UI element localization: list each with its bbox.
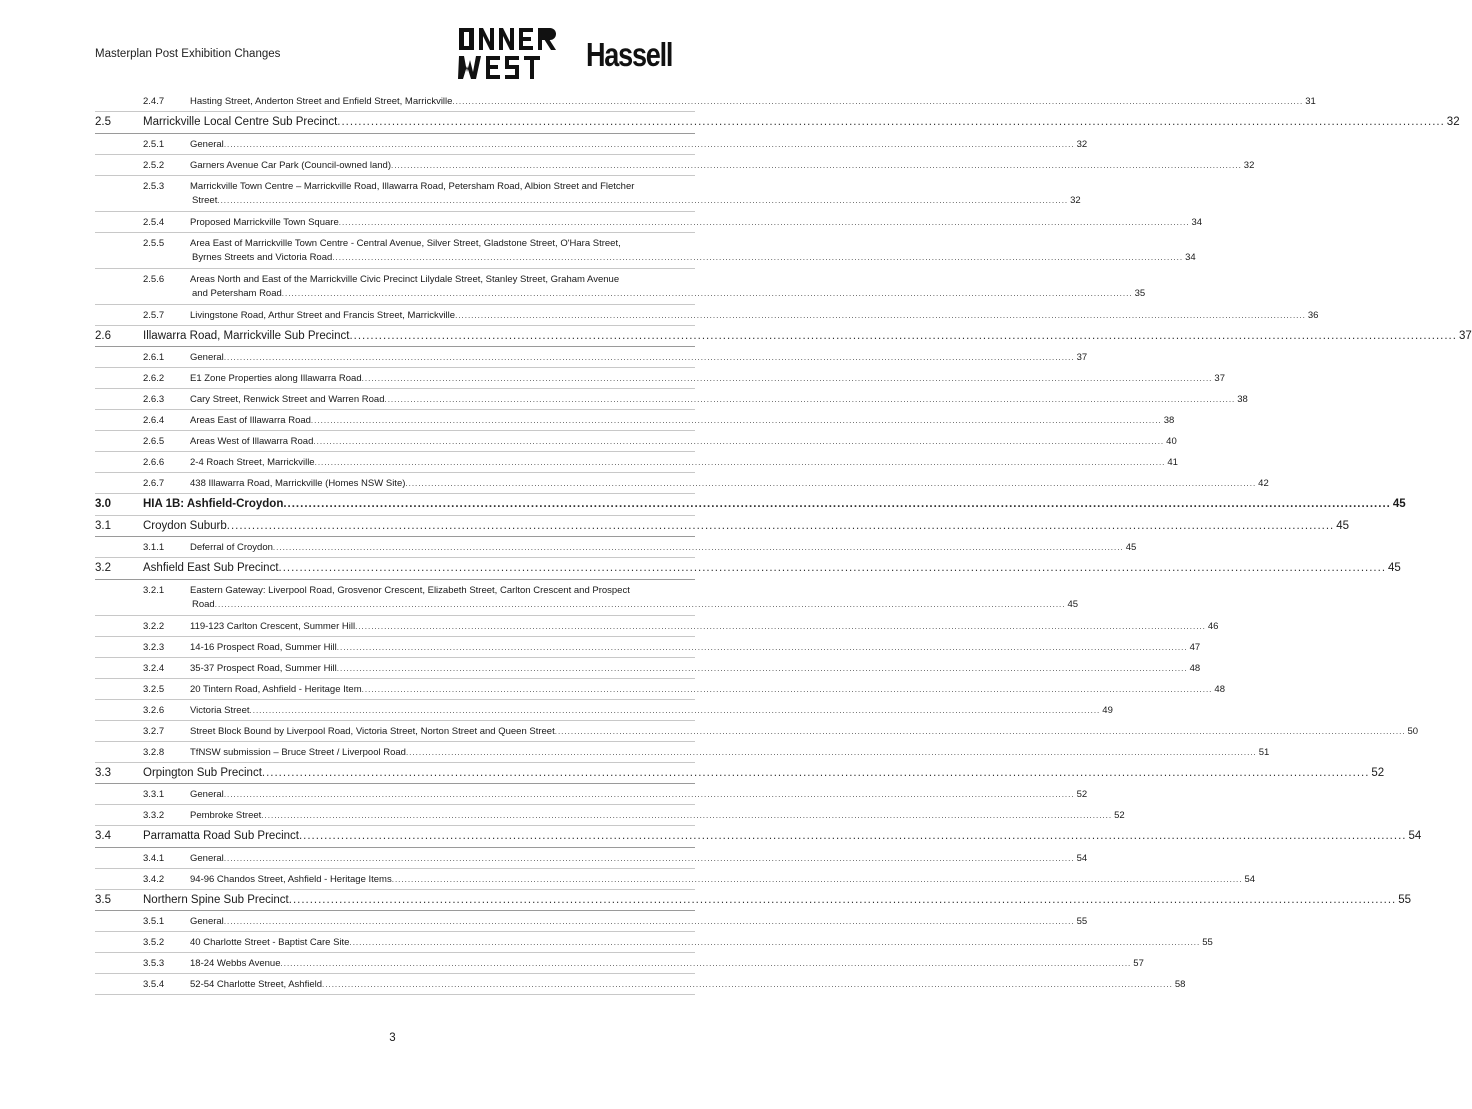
toc-entry-text (143, 116, 1460, 128)
toc-number: 3.2.6 (143, 704, 165, 716)
toc-entry-3-2-6[interactable] (95, 700, 1113, 721)
toc-entry-text (190, 958, 1144, 969)
toc-entry-text (190, 874, 1255, 885)
toc-entry-3-4-2[interactable] (95, 869, 1256, 890)
leader-dots (322, 980, 1173, 989)
toc-page: 48 (1214, 683, 1225, 695)
toc-page: 36 (1307, 309, 1319, 321)
toc-title: Area East of Marrickville Town Centre - Central Avenue, Silver Street, Gladstone Street, O'Hara Street, (190, 237, 621, 249)
toc-entry-3-2-4[interactable] (95, 658, 1201, 679)
toc-number: 3.3.1 (143, 789, 165, 800)
leader-dots (406, 748, 1257, 757)
toc-page: 32 (1070, 194, 1081, 206)
toc-entry-3-2-7[interactable] (95, 721, 1419, 742)
toc-page: 57 (1133, 958, 1144, 969)
toc-entry-text (143, 330, 1472, 342)
toc-entry-2-6-5[interactable] (95, 431, 1177, 452)
toc-number: 2.5.3 (143, 180, 165, 192)
toc-entry-2-5[interactable] (95, 112, 1460, 134)
toc-entry-text (190, 394, 1248, 405)
toc-page: 51 (1258, 746, 1270, 758)
toc-entry-2-5-2[interactable] (95, 155, 1255, 176)
toc-entry-3-5[interactable] (95, 890, 1412, 912)
toc-number: 2.5.1 (143, 138, 165, 150)
toc-entry-text (190, 181, 1081, 206)
toc-number: 3.5.4 (143, 979, 165, 990)
toc-entry-text (190, 663, 1200, 674)
toc-title: Garners Avenue Car Park (Council-owned land) (190, 159, 392, 171)
toc-page: 58 (1174, 979, 1186, 990)
toc-entry-2-6-3[interactable] (95, 389, 1248, 410)
toc-entry-text (143, 767, 1384, 779)
toc-page: 49 (1102, 704, 1113, 716)
toc-number: 3.3.2 (143, 810, 165, 821)
toc-number: 2.6.4 (143, 415, 165, 426)
toc-number: 3.2.1 (143, 584, 165, 596)
toc-title: 35-37 Prospect Road, Summer Hill (190, 662, 337, 674)
toc-entry-text (190, 217, 1202, 228)
toc-title: Areas North and East of the Marrickville Civic Precinct Lilydale Street, Stanley Street, Graham Avenue (190, 273, 620, 285)
toc-title: General (190, 916, 224, 927)
toc-number: 2.5 (95, 116, 111, 128)
toc-number: 2.6.1 (143, 352, 165, 363)
toc-entry-text (143, 830, 1421, 842)
toc-number: 2.6.5 (143, 436, 165, 447)
toc-entry-3-4[interactable] (95, 826, 1422, 848)
toc-number: 2.6.6 (143, 457, 165, 468)
toc-number: 2.5.2 (143, 159, 165, 171)
toc-title: 2-4 Roach Street, Marrickville (190, 457, 315, 468)
leader-dots (224, 353, 1075, 362)
leader-dots (555, 727, 1406, 736)
hassell-logo: Hassell (586, 36, 673, 73)
inner-west-logo (458, 27, 558, 81)
leader-dots (283, 498, 1391, 510)
toc-page: 55 (1076, 916, 1088, 927)
leader-dots (227, 520, 1335, 532)
toc-entry-text (190, 853, 1087, 864)
toc-number: 3.0 (95, 498, 111, 510)
toc-entry-text (190, 642, 1200, 653)
leader-dots (224, 917, 1075, 926)
toc-page: 55 (1398, 893, 1412, 906)
toc-entry-3-4-1[interactable] (95, 848, 1088, 869)
leader-dots (262, 767, 1370, 779)
toc-title: General (190, 852, 224, 864)
toc-page: 38 (1237, 394, 1248, 405)
toc-entry-3-2-2[interactable] (95, 616, 1219, 637)
toc-title: Pembroke Street (190, 810, 262, 821)
toc-title: General (190, 138, 224, 150)
leader-dots (337, 643, 1188, 652)
leader-dots (332, 253, 1183, 262)
toc-number: 3.4.2 (143, 873, 165, 885)
leader-dots (315, 458, 1166, 467)
toc-page: 32 (1076, 138, 1088, 150)
toc-page: 54 (1408, 830, 1422, 842)
toc-page: 34 (1191, 216, 1203, 228)
toc-title: Areas East of Illawarra Road (190, 415, 311, 426)
leader-dots (224, 854, 1075, 863)
toc-title: HIA 1B: Ashfield-Croydon (143, 498, 284, 510)
toc-page: 45 (1067, 598, 1079, 610)
leader-dots (282, 289, 1133, 298)
toc-page: 46 (1207, 620, 1219, 632)
toc-title: Deferral of Croydon (190, 542, 273, 553)
toc-entry-text (190, 916, 1087, 927)
toc-entry-text (143, 894, 1411, 906)
toc-number: 3.4.1 (143, 852, 165, 864)
leader-dots (391, 161, 1242, 170)
toc-title: Illawarra Road, Marrickville Sub Precinct (143, 329, 350, 342)
leader-dots (224, 790, 1075, 799)
toc-title: 52-54 Charlotte Street, Ashfield (190, 979, 323, 990)
table-of-contents (95, 91, 1472, 995)
toc-number: 2.4.7 (143, 96, 165, 107)
toc-title: 40 Charlotte Street - Baptist Care Site (190, 937, 350, 948)
toc-entry-text (190, 937, 1213, 948)
toc-page: 52 (1371, 766, 1385, 779)
toc-page: 45 (1388, 562, 1401, 574)
toc-entry-3-5-4[interactable] (95, 974, 1186, 995)
leader-dots (392, 875, 1243, 884)
toc-page: 52 (1076, 789, 1088, 800)
toc-entry-2-6-4[interactable] (95, 410, 1175, 431)
toc-entry-2-5-6[interactable] (95, 269, 1146, 305)
toc-entry-2-5-4[interactable] (95, 212, 1203, 233)
leader-dots (313, 437, 1164, 446)
toc-number: 2.5.5 (143, 237, 165, 249)
toc-page: 45 (1336, 519, 1350, 532)
toc-title: Livingstone Road, Arthur Street and Francis Street, Marrickville (190, 309, 456, 321)
toc-number: 3.2 (95, 562, 111, 574)
toc-page: 47 (1189, 641, 1201, 653)
toc-page: 31 (1305, 96, 1316, 107)
toc-entry-text (190, 789, 1087, 800)
toc-entry-text (190, 373, 1225, 384)
toc-title: Street Block Bound by Liverpool Road, Victoria Street, Norton Street and Queen Street (190, 725, 555, 737)
toc-page: 37 (1458, 329, 1472, 342)
toc-page: 37 (1076, 352, 1088, 363)
toc-title: Orpington Sub Precinct (143, 766, 262, 779)
toc-entry-text (190, 274, 1145, 299)
leader-dots (311, 416, 1162, 425)
toc-title: Proposed Marrickville Town Square (190, 216, 339, 228)
toc-title: General (190, 789, 224, 800)
toc-title: 14-16 Prospect Road, Summer Hill (190, 641, 337, 653)
toc-title: Areas West of Illawarra Road (190, 436, 314, 447)
toc-page: 42 (1258, 478, 1269, 489)
toc-entry-text (190, 705, 1113, 716)
toc-title: Cary Street, Renwick Street and Warren Road (190, 394, 385, 405)
toc-entry-text (190, 238, 1196, 263)
toc-entry-text (190, 684, 1225, 695)
toc-entry-text (190, 726, 1418, 737)
toc-title-continued: Byrnes Streets and Victoria Road (192, 251, 333, 263)
toc-entry-text (143, 562, 1401, 574)
toc-page: 32 (1446, 116, 1460, 128)
toc-entry-text (190, 436, 1177, 447)
toc-title: Parramatta Road Sub Precinct (143, 830, 299, 842)
toc-number: 3.2.7 (143, 725, 165, 737)
toc-title: Marrickville Local Centre Sub Precinct (143, 116, 338, 128)
toc-page: 48 (1189, 662, 1201, 674)
toc-title: General (190, 352, 224, 363)
toc-title: Croydon Suburb (143, 519, 227, 532)
leader-dots (224, 140, 1075, 149)
toc-number: 3.1.1 (143, 542, 165, 553)
toc-entry-text (190, 621, 1218, 632)
toc-number: 3.2.5 (143, 683, 165, 695)
toc-number: 2.6.7 (143, 478, 165, 489)
toc-number: 2.5.6 (143, 273, 165, 285)
toc-title: TfNSW submission – Bruce Street / Liverpool Road (190, 746, 406, 758)
toc-entry-text (190, 457, 1178, 468)
toc-number: 2.5.7 (143, 309, 165, 321)
toc-entry-2-5-7[interactable] (95, 305, 1319, 326)
toc-entry-3-5-2[interactable] (95, 932, 1213, 953)
toc-page: 45 (1125, 542, 1137, 553)
toc-number: 3.5.3 (143, 958, 165, 969)
toc-number: 2.6 (95, 329, 111, 342)
toc-entry-3-0[interactable] (95, 494, 1406, 516)
toc-title: Marrickville Town Centre – Marrickville Road, Illawarra Road, Petersham Road, Albion Street and Fletcher (190, 180, 635, 192)
toc-entry-3-5-1[interactable] (95, 911, 1088, 932)
toc-entry-text (190, 415, 1174, 426)
page-number: 3 (389, 1032, 396, 1044)
toc-page: 50 (1407, 725, 1419, 737)
leader-dots (337, 664, 1188, 673)
toc-number: 3.5.2 (143, 937, 165, 948)
toc-entry-text (190, 979, 1185, 990)
toc-entry-3-2-8[interactable] (95, 742, 1270, 763)
toc-number: 3.2.2 (143, 620, 165, 632)
leader-dots (349, 938, 1200, 947)
toc-entry-text (190, 810, 1125, 821)
toc-title: Ashfield East Sub Precinct (143, 562, 279, 574)
toc-title: 18-24 Webbs Avenue (190, 958, 281, 969)
toc-title: Hasting Street, Anderton Street and Enfield Street, Marrickville (190, 96, 453, 107)
toc-title: 20 Tintern Road, Ashfield - Heritage Item (190, 683, 362, 695)
toc-number: 3.2.8 (143, 746, 165, 758)
toc-page: 55 (1202, 937, 1213, 948)
toc-entry-2-6-2[interactable] (95, 368, 1225, 389)
toc-page: 52 (1114, 810, 1125, 821)
toc-entry-3-1-1[interactable] (95, 537, 1137, 558)
toc-number: 3.5.1 (143, 916, 165, 927)
toc-entry-2-6-1[interactable] (95, 347, 1088, 368)
toc-entry-3-3[interactable] (95, 763, 1385, 785)
toc-entry-text (190, 160, 1254, 171)
toc-page: 45 (1392, 498, 1406, 510)
toc-page: 54 (1076, 852, 1088, 864)
toc-title: Eastern Gateway: Liverpool Road, Grosvenor Crescent, Elizabeth Street, Carlton Crescent and Prospect (190, 584, 630, 596)
toc-number: 2.6.3 (143, 394, 165, 405)
toc-entry-text (190, 478, 1269, 489)
toc-title: 438 Illawarra Road, Marrickville (Homes NSW Site) (190, 478, 406, 489)
leader-dots (362, 685, 1213, 694)
leader-dots (405, 479, 1256, 488)
toc-page: 40 (1166, 436, 1177, 447)
leader-dots (455, 311, 1306, 320)
toc-entry-text (143, 520, 1349, 532)
toc-entry-text (190, 585, 1078, 610)
leader-dots (362, 374, 1213, 383)
leader-dots (289, 894, 1397, 906)
toc-title: 94-96 Chandos Street, Ashfield - Heritage Items (190, 873, 392, 885)
toc-entry-3-1[interactable] (95, 516, 1350, 538)
toc-number: 3.3 (95, 766, 111, 779)
toc-title: E1 Zone Properties along Illawarra Road (190, 373, 362, 384)
toc-title: 119-123 Carlton Crescent, Summer Hill (190, 620, 356, 632)
toc-entry-3-5-3[interactable] (95, 953, 1144, 974)
toc-entry-3-3-1[interactable] (95, 784, 1088, 805)
toc-number: 3.5 (95, 893, 111, 906)
toc-entry-3-2-3[interactable] (95, 637, 1201, 658)
toc-title: Victoria Street (190, 704, 250, 716)
toc-page: 32 (1243, 159, 1255, 171)
toc-entry-text (190, 352, 1087, 363)
leader-dots (337, 116, 1445, 128)
leader-dots (299, 830, 1407, 842)
toc-entry-2-5-3[interactable] (95, 176, 1081, 212)
toc-page: 54 (1244, 873, 1256, 885)
leader-dots (273, 543, 1124, 552)
toc-entry-3-2-5[interactable] (95, 679, 1225, 700)
toc-entry-text (190, 139, 1087, 150)
toc-title-continued: Road (192, 598, 215, 610)
document-title: Masterplan Post Exhibition Changes (95, 48, 281, 60)
toc-number: 3.1 (95, 519, 111, 532)
toc-title-continued: and Petersham Road (192, 287, 282, 299)
toc-page: 35 (1134, 287, 1146, 299)
leader-dots (349, 330, 1457, 342)
toc-number: 2.5.4 (143, 216, 165, 228)
toc-entry-3-3-2[interactable] (95, 805, 1125, 826)
leader-dots (215, 600, 1066, 609)
toc-page: 38 (1163, 415, 1175, 426)
leader-dots (384, 395, 1235, 404)
toc-entry-2-4-7[interactable] (95, 91, 1316, 112)
toc-page: 41 (1167, 457, 1178, 468)
toc-entry-3-2-1[interactable] (95, 580, 1079, 616)
leader-dots (281, 959, 1132, 968)
toc-entry-text (143, 498, 1406, 510)
leader-dots (250, 706, 1101, 715)
toc-title: Northern Spine Sub Precinct (143, 893, 289, 906)
leader-dots (355, 622, 1206, 631)
toc-number: 2.6.2 (143, 373, 165, 384)
toc-entry-2-6[interactable] (95, 326, 1472, 348)
toc-entry-2-6-6[interactable] (95, 452, 1178, 473)
toc-entry-text (190, 96, 1316, 107)
toc-number: 3.2.3 (143, 641, 165, 653)
leader-dots (261, 811, 1112, 820)
toc-entry-2-6-7[interactable] (95, 473, 1269, 494)
toc-number: 3.2.4 (143, 662, 165, 674)
toc-entry-2-5-5[interactable] (95, 233, 1196, 269)
toc-entry-2-5-1[interactable] (95, 134, 1088, 155)
toc-entry-text (190, 747, 1269, 758)
toc-title-continued: Street (192, 194, 218, 206)
toc-entry-text (190, 542, 1136, 553)
leader-dots (279, 562, 1387, 574)
toc-entry-text (190, 310, 1318, 321)
toc-number: 3.4 (95, 830, 111, 842)
leader-dots (452, 97, 1303, 106)
leader-dots (339, 218, 1190, 227)
toc-entry-3-2[interactable] (95, 558, 1401, 580)
toc-page: 37 (1214, 373, 1225, 384)
toc-page: 34 (1185, 251, 1196, 263)
leader-dots (217, 196, 1068, 205)
